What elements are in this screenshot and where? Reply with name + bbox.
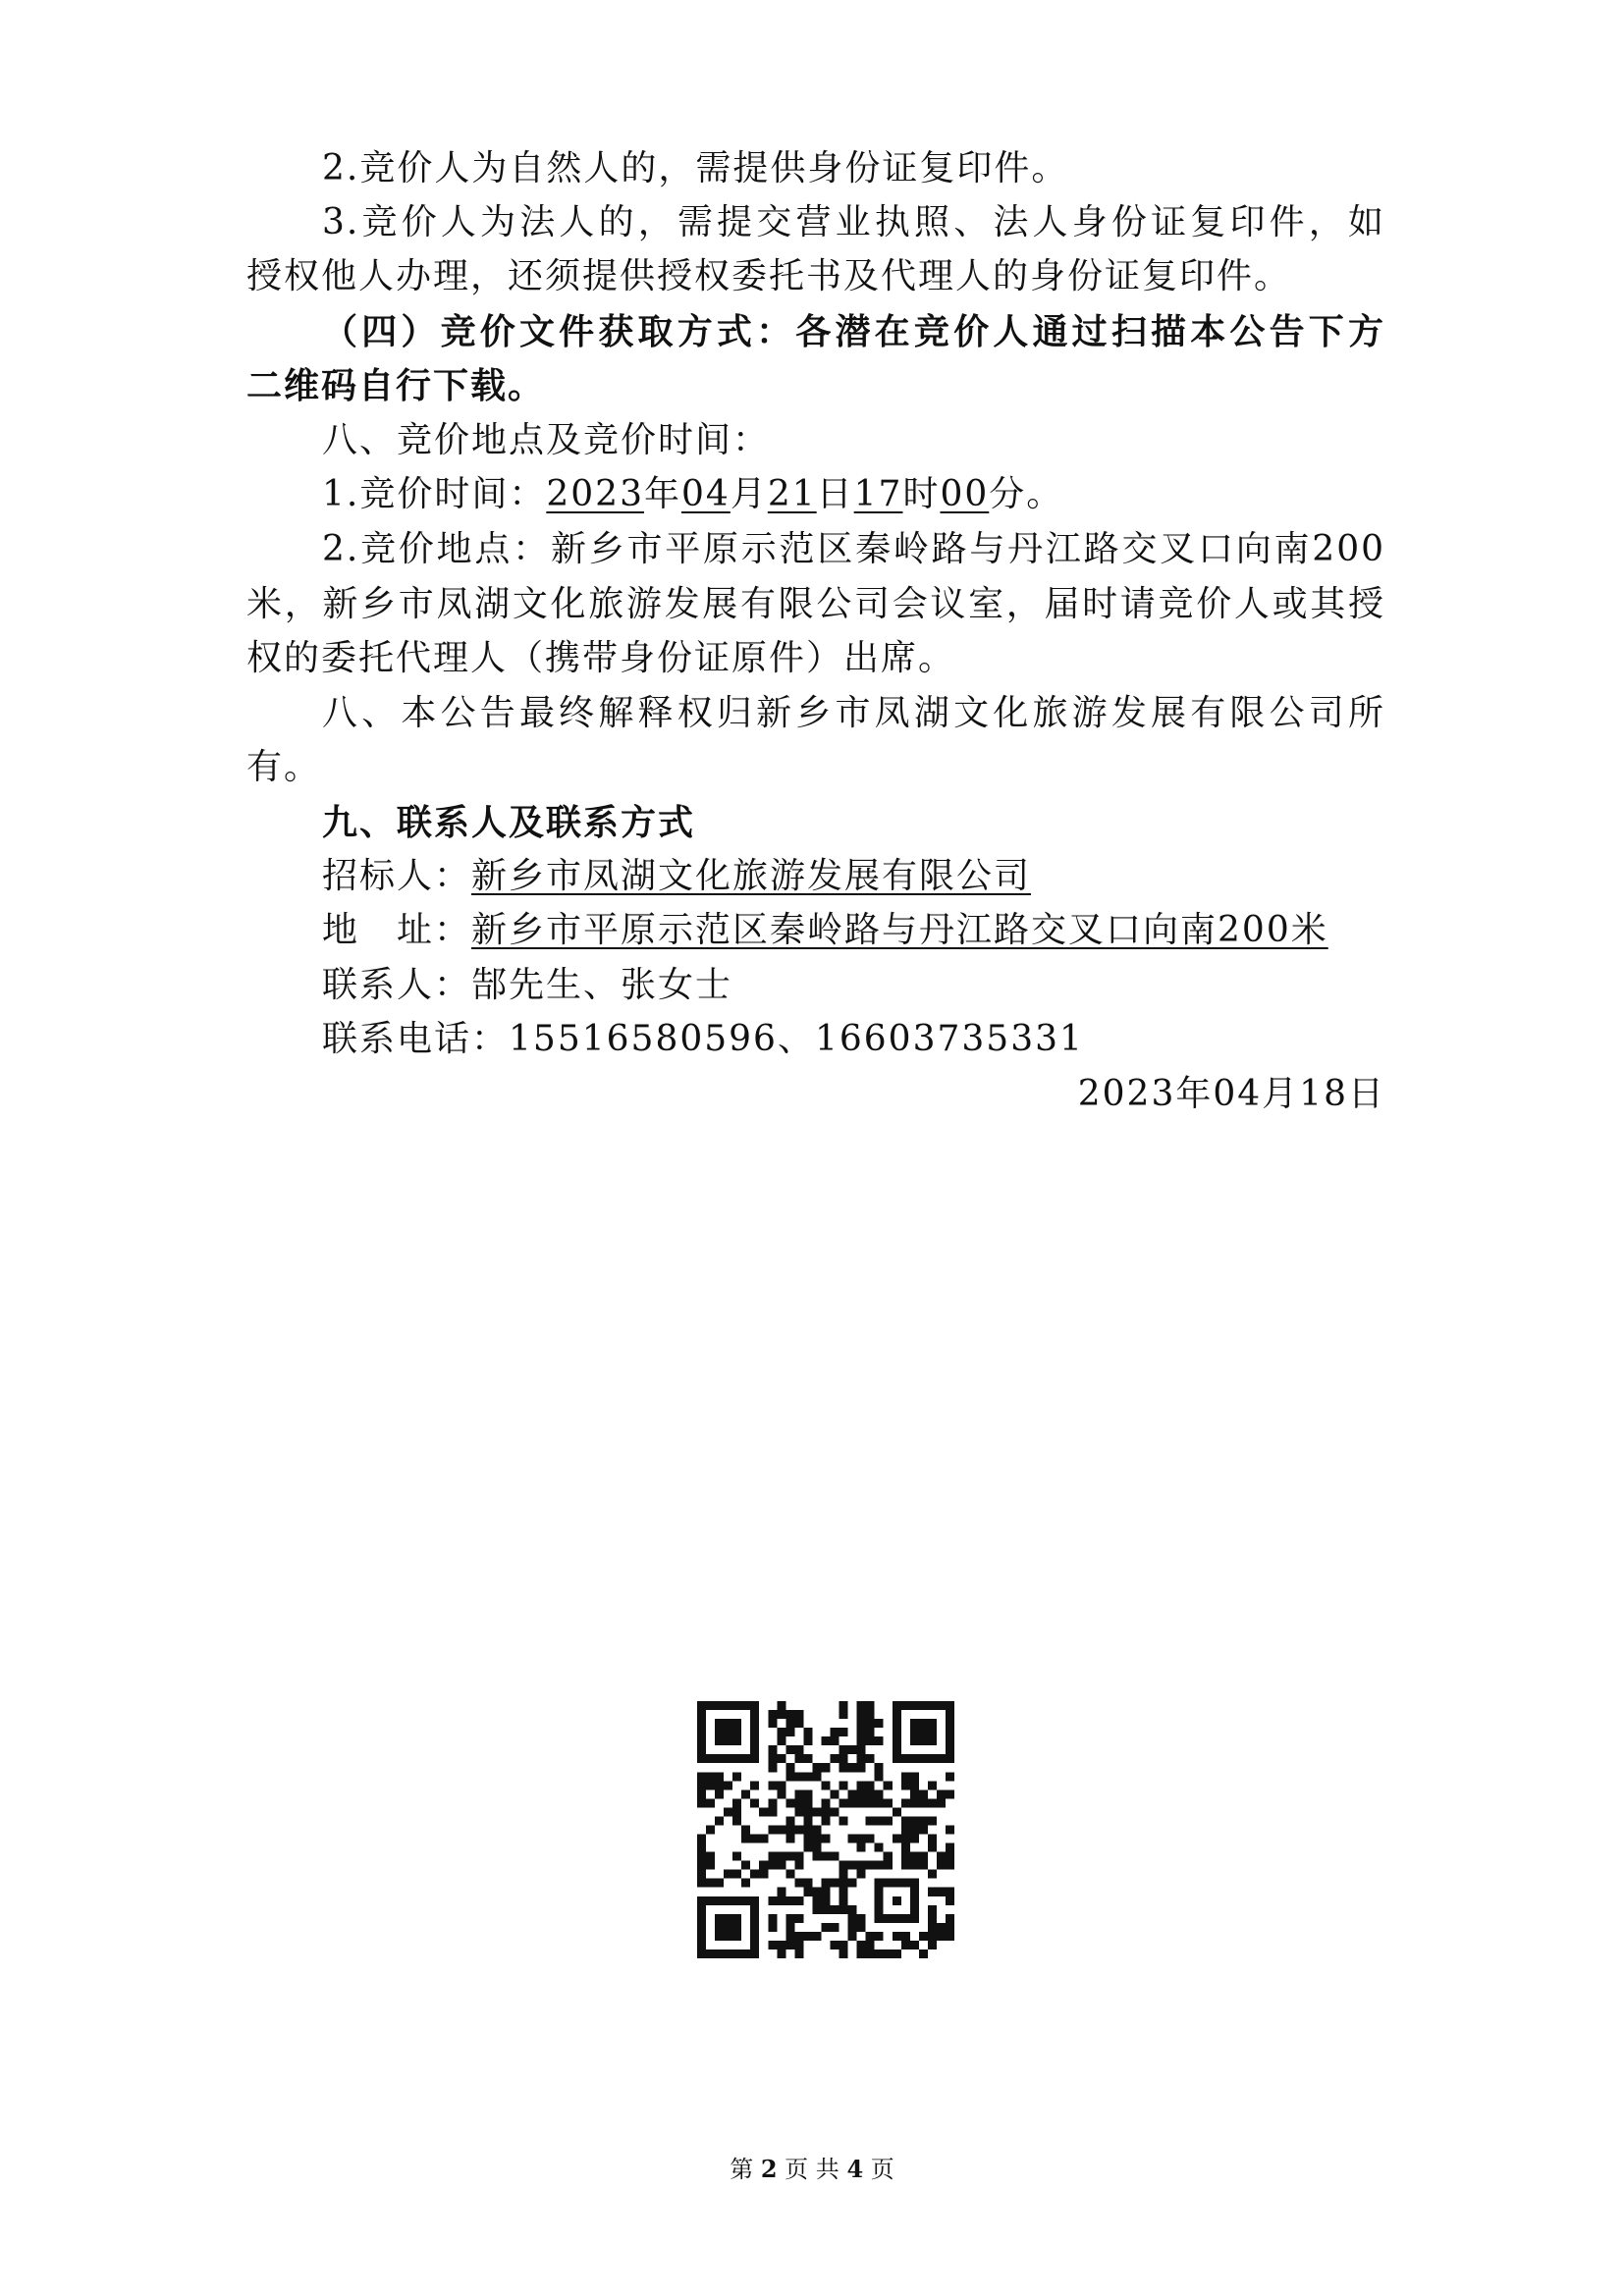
bid-year-unit: 年 <box>643 474 681 514</box>
footer-mid: 页 共 <box>785 2156 839 2183</box>
paragraph-doc-access-line2: 二维码自行下载。 <box>246 365 546 406</box>
section-heading-location-time: 八、竞价地点及竞价时间： <box>322 420 771 460</box>
paragraph-natural-person: 2.竞价人为自然人的，需提供身份证复印件。 <box>322 148 1069 188</box>
paragraph-doc-access-line1: （四）竞价文件获取方式：各潜在竞价人通过扫描本公告下方 <box>322 311 1385 352</box>
phone-value: 15516580596、16603735331 <box>509 1019 1084 1059</box>
footer-prefix: 第 <box>730 2156 754 2183</box>
contact-address <box>322 901 1461 960</box>
bid-time-label: 1.竞价时间： <box>322 474 547 514</box>
bid-minute-unit: 分。 <box>989 474 1064 514</box>
paragraph-bid-location-line3: 权的委托代理人（携带身份证原件）出席。 <box>246 638 956 678</box>
section-heading-contact: 九、联系人及联系方式 <box>322 802 696 843</box>
announcement-date: 2023年04月18日 <box>1077 1074 1385 1114</box>
bid-minute: 00 <box>940 474 990 514</box>
bid-month: 04 <box>681 474 731 514</box>
contact-phone <box>322 1010 1461 1069</box>
address-value: 新乡市平原示范区秦岭路与丹江路交叉口向南200米 <box>471 910 1328 950</box>
address-label: 地 址： <box>322 910 472 950</box>
tenderer-value: 新乡市凤湖文化旅游发展有限公司 <box>471 856 1032 896</box>
bid-month-unit: 月 <box>730 474 768 514</box>
contact-tenderer <box>322 847 1461 906</box>
contact-person <box>322 956 1461 1015</box>
bid-time-line <box>322 465 1461 524</box>
footer-total-pages: 4 <box>846 2155 864 2183</box>
paragraph-legal-person-line1: 3.竞价人为法人的，需提交营业执照、法人身份证复印件，如 <box>322 202 1385 242</box>
paragraph-bid-location-line1: 2.竞价地点：新乡市平原示范区秦岭路与丹江路交叉口向南200 <box>322 529 1385 569</box>
paragraph-bid-location-line2: 米，新乡市凤湖文化旅游发展有限公司会议室，届时请竞价人或其授 <box>246 584 1385 624</box>
footer-suffix: 页 <box>870 2156 894 2183</box>
paragraph-legal-person-line2: 授权他人办理，还须提供授权委托书及代理人的身份证复印件。 <box>246 256 1292 296</box>
bid-day: 21 <box>767 474 817 514</box>
paragraph-interpretation-line2: 有。 <box>246 747 322 787</box>
bid-year: 2023 <box>546 474 644 514</box>
page-footer <box>0 2150 1624 2189</box>
phone-label: 联系电话： <box>322 1019 510 1059</box>
footer-page-number: 2 <box>760 2155 778 2183</box>
paragraph-interpretation-line1: 八、本公告最终解释权归新乡市凤湖文化旅游发展有限公司所 <box>322 693 1385 733</box>
bid-day-unit: 日 <box>816 474 854 514</box>
person-label: 联系人： <box>322 965 472 1005</box>
bid-hour: 17 <box>853 474 903 514</box>
qr-code-image <box>697 1701 954 1958</box>
bid-hour-unit: 时 <box>902 474 941 514</box>
tenderer-label: 招标人： <box>322 856 472 896</box>
person-value: 郜先生、张女士 <box>471 965 733 1005</box>
